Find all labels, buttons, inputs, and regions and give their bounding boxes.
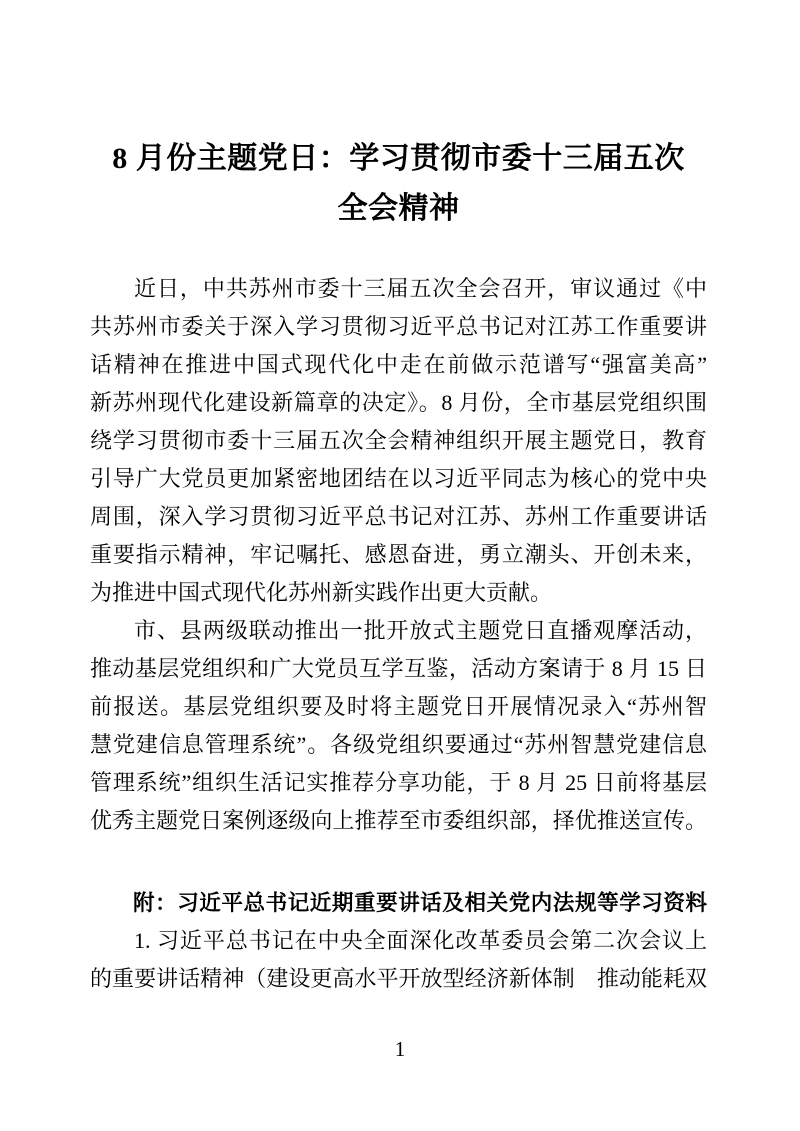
body-line: 近日，中共苏州市委十三届五次全会召开，审议通过《中 bbox=[134, 276, 707, 301]
paragraph-1 bbox=[90, 270, 707, 612]
body-line: 为推进中国式现代化苏州新实践作出更大贡献。 bbox=[90, 580, 553, 605]
title-line-2: 全会精神 bbox=[337, 192, 460, 225]
title-line-1: 8 月份主题党日：学习贯彻市委十三届五次 bbox=[112, 142, 685, 175]
body-line: 优秀主题党日案例逐级向上推荐至市委组织部，择优推送宣传。 bbox=[90, 808, 707, 833]
body-line: 重要指示精神，牢记嘱托、感恩奋进，勇立潮头、开创未来， bbox=[90, 542, 707, 567]
body-line: 绕学习贯彻市委十三届五次全会精神组织开展主题党日，教育 bbox=[90, 428, 707, 453]
body-line: 推动基层党组织和广大党员互学互鉴，活动方案请于 8 月 15 日 bbox=[90, 656, 707, 681]
body-line: 管理系统”组织生活记实推荐分享功能，于 8 月 25 日前将基层 bbox=[90, 770, 707, 795]
appendix-heading: 附：习近平总书记近期重要讲话及相关党内法规等学习资料 bbox=[133, 891, 707, 915]
paragraph-2 bbox=[90, 612, 707, 840]
appendix-body bbox=[90, 922, 707, 998]
body-line: 慧党建信息管理系统”。各级党组织要通过“苏州智慧党建信息 bbox=[90, 732, 708, 757]
document-title bbox=[90, 134, 707, 234]
body-line: 前报送。基层党组织要及时将主题党日开展情况录入“苏州智 bbox=[90, 694, 707, 719]
body-line: 话精神在推进中国式现代化中走在前做示范谱写“强富美高” bbox=[90, 352, 707, 377]
body-line: 共苏州市委关于深入学习贯彻习近平总书记对江苏工作重要讲 bbox=[90, 314, 707, 339]
body-line: 引导广大党员更加紧密地团结在以习近平同志为核心的党中央 bbox=[90, 466, 707, 491]
appendix-line: 1. 习近平总书记在中央全面深化改革委员会第二次会议上 bbox=[134, 928, 707, 953]
body-line: 周围，深入学习贯彻习近平总书记对江苏、苏州工作重要讲话 bbox=[90, 504, 707, 529]
document-body bbox=[90, 270, 707, 840]
body-line: 新苏州现代化建设新篇章的决定》。8 月份，全市基层党组织围 bbox=[90, 390, 707, 415]
appendix-line: 的重要讲话精神（建设更高水平开放型经济新体制 推动能耗双 bbox=[90, 966, 707, 991]
page-number: 1 bbox=[394, 1037, 406, 1061]
body-line: 市、县两级联动推出一批开放式主题党日直播观摩活动， bbox=[134, 618, 707, 643]
